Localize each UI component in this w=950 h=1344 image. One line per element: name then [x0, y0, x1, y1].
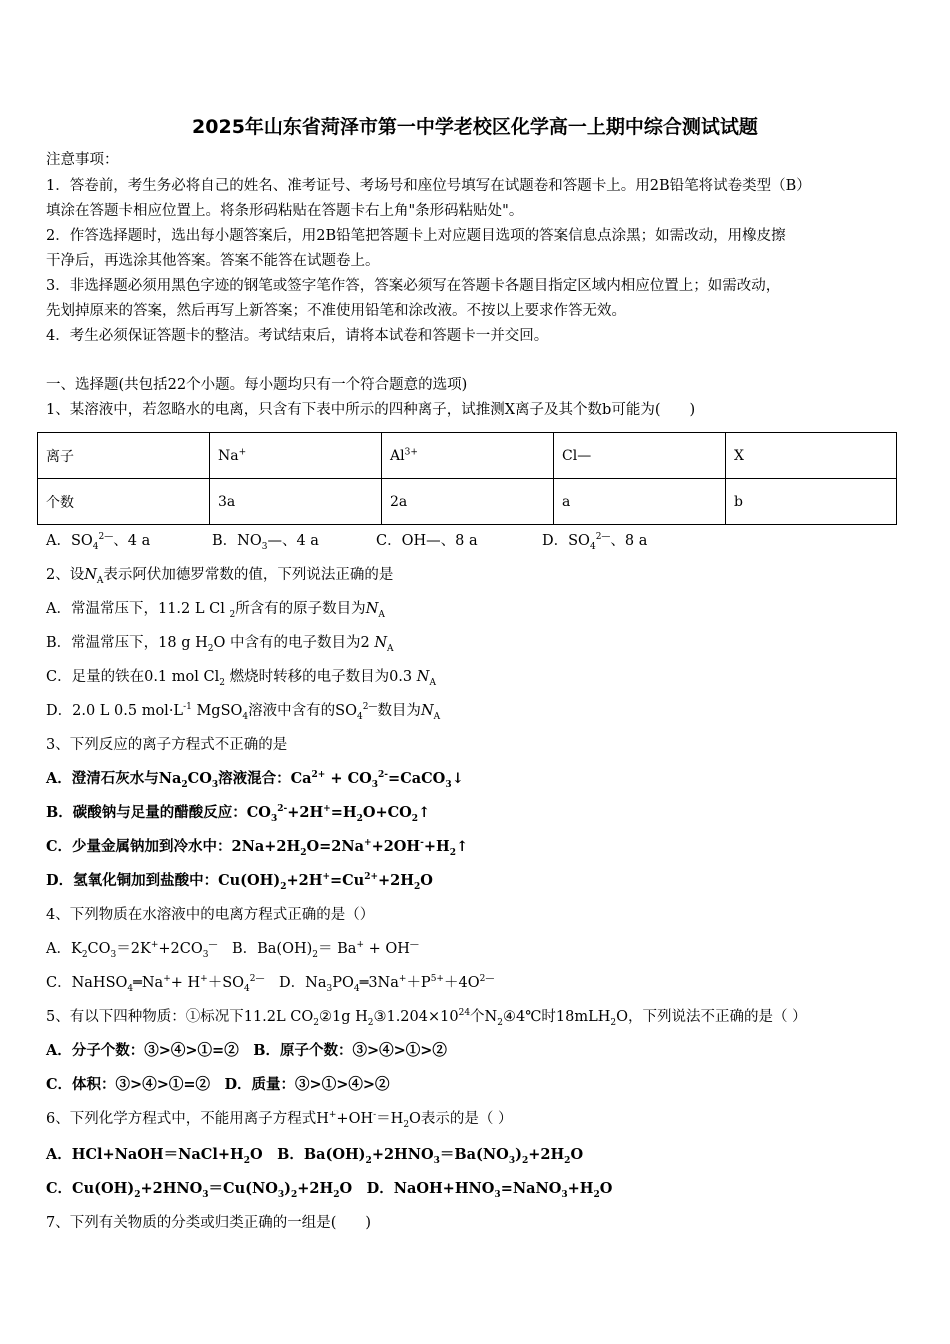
option-a: A．澄清石灰水与$Na_2CO_3$溶液混合：$Ca^{2+}$ + $CO_3^{2-}=CaCO_3↓$: [46, 770, 464, 790]
option-c: C．少量金属钠加到冷水中：$2Na+2H_2O=2Na^++2OH^-+H_2↑$: [46, 838, 469, 858]
option-b: B．$NO_3—$、4 a: [212, 533, 319, 552]
option-a: A．常温常压下，11.2 L Cl $_2$所含有的原子数目为$N_A$: [46, 601, 385, 620]
option-a: A．$SO_4^{2—}$、4 a: [46, 532, 151, 552]
option-b: B．碳酸钠与足量的醋酸反应：$CO_3^{2-}+2H^+=H_2O+CO_2↑$: [46, 804, 431, 824]
table-cell: 离子: [38, 433, 210, 479]
table-cell: $Al^{3+}$: [382, 433, 554, 479]
question-7-stem: 7、下列有关物质的分类或归类正确的一组是( ): [46, 1215, 372, 1231]
option-d: D．$SO_4^{2—}$、8 a: [542, 532, 648, 552]
options-ab: A．$HCl+NaOH=NaCl+H_2O$ B．$Ba(OH)_2+2HNO_3=Ba(NO_3)_2+2H_2O$: [46, 1146, 584, 1166]
table-cell: X: [726, 433, 897, 479]
question-1-stem: 1、某溶液中，若忽略水的电离，只含有下表中所示的四种离子，试推测X离子及其个数b可能为( ): [46, 402, 696, 418]
option-b: B．常温常压下，18 g $H_2O$ 中含有的电子数目为2 $N_A$: [46, 635, 394, 654]
notice-line: 3．非选择题必须用黑色字迹的钢笔或签字笔作答，答案必须写在答题卡各题目指定区域内相应位置上；如需改动，: [46, 278, 781, 294]
notice-line: 4．考生必须保证答题卡的整洁。考试结束后，请将本试卷和答题卡一并交回。: [46, 328, 549, 344]
question-4-stem: 4、下列物质在水溶液中的电离方程式正确的是（）: [46, 907, 375, 923]
notice-line: 干净后，再选涂其他答案。答案不能答在试题卷上。: [46, 253, 380, 269]
question-6-stem: 6、下列化学方程式中，不能用离子方程式$H^++OH^-=H_2O$表示的是（ ）: [46, 1110, 513, 1130]
question-2-stem: 2、设$N_A$表示阿伏加德罗常数的值，下列说法正确的是: [46, 567, 394, 586]
option-c: C．足量的铁在0.1 mol $Cl_2$ 燃烧时转移的电子数目为0.3 $N_A$: [46, 669, 436, 688]
page-title: 2025年山东省菏泽市第一中学老校区化学高一上期中综合测试试题: [192, 116, 758, 138]
notice-line: 2．作答选择题时，选出每小题答案后，用2B铅笔把答题卡上对应题目选项的答案信息点涂黑；如需改动，用橡皮擦: [46, 228, 786, 244]
options-cd: C．$Cu(OH)_2+2HNO_3=Cu(NO_3)_2+2H_2O$ D．$NaOH+HNO_3=NaNO_3+H_2O$: [46, 1180, 613, 1200]
options-ab: A．$K_2CO_3=2K^++2CO_3^—$ B．$Ba(OH)_2= Ba^+ + OH^—$: [46, 940, 419, 960]
option-d: D．2.0 L 0.5 $mol\cdot L^{-1}$ MgSO$_4$溶液中含有的$SO_4^{2—}$数目为$N_A$: [46, 702, 441, 722]
table-cell: 3a: [210, 479, 382, 525]
options-cd: C．NaHSO$_4$═Na++ $H^++SO_4^{2—}$ D．$Na_3PO_4═3Na^++P^{5+}+4O^{2—}$: [46, 974, 495, 994]
option-d: D．氢氧化铜加到盐酸中：$Cu(OH)_2+2H^+=Cu^{2+}+2H_2O$: [46, 872, 433, 892]
notice-heading: 注意事项：: [46, 152, 119, 168]
options-ab: A．分子个数：③>④>①=② B．原子个数：③>④>①>②: [46, 1042, 447, 1059]
table-cell: b: [726, 479, 897, 525]
table-cell: Na+: [210, 433, 382, 479]
table-cell: 2a: [382, 479, 554, 525]
notice-line: 填涂在答题卡相应位置上。将条形码粘贴在答题卡右上角"条形码粘贴处"。: [46, 203, 524, 219]
question-5-stem: 5、有以下四种物质：①标况下11.2L $CO_2②1g$ $H_2③1.204\times 10^{24}$个$N_2④4℃$时18mLH$_2$O，下列说法不正确的是（ ）: [46, 1008, 807, 1028]
notice-line: 先划掉原来的答案，然后再写上新答案；不准使用铅笔和涂改液。不按以上要求作答无效。: [46, 303, 626, 319]
table-cell: Cl—: [554, 433, 726, 479]
table-cell: 个数: [38, 479, 210, 525]
section-heading: 一、选择题(共包括22个小题。每小题均只有一个符合题意的选项): [46, 377, 468, 393]
option-c: C．OH—、8 a: [376, 533, 478, 549]
options-cd: C．体积：③>④>①=② D．质量：③>①>④>②: [46, 1076, 390, 1093]
table-row: [38, 479, 897, 525]
table-row: [38, 433, 897, 479]
table-cell: a: [554, 479, 726, 525]
question-3-stem: 3、下列反应的离子方程式不正确的是: [46, 737, 288, 753]
ion-table: [37, 432, 897, 525]
notice-line: 1．答卷前，考生务必将自己的姓名、准考证号、考场号和座位号填写在试题卷和答题卡上。用2B铅笔将试卷类型（B）: [46, 178, 811, 194]
